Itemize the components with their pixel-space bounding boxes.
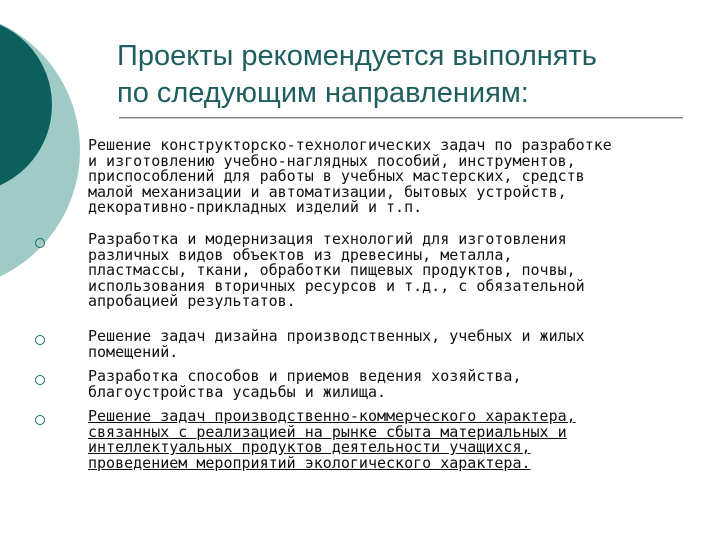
circle-bullet-icon: [35, 375, 45, 385]
list-item-line: благоустройства усадьбы и жилища.: [88, 382, 387, 401]
list-item-line: использования вторичных ресурсов и т.д., с обязательной: [88, 276, 585, 295]
list-item-line: Решение задач производственно-коммерческого характера,: [88, 407, 576, 425]
list-item-line: малой механизации и автоматизации, бытовых устройств,: [88, 182, 567, 201]
title-line: Проекты рекомендуется выполнять: [117, 40, 597, 72]
circle-bullet-icon: [35, 335, 45, 345]
list-item-line: Решение конструкторско-технологических задач по разработке: [88, 136, 612, 154]
list-item-line: проведением мероприятий экологического характера.: [88, 453, 531, 472]
list-item: [88, 138, 718, 216]
list-item-line: декоративно-прикладных изделий и т.п.: [88, 198, 423, 216]
list-item: [88, 232, 718, 310]
list-item-line: и изготовлению учебно-наглядных пособий, инструментов,: [88, 151, 576, 170]
list-item-line: Решение задач дизайна производственных, учебных и жилых: [88, 327, 585, 345]
list-item: [88, 369, 718, 400]
list-item-line: связанных с реализацией на рынке сбыта материальных и: [88, 422, 567, 441]
circle-bullet-icon: [35, 238, 45, 248]
list-item-line: помещений.: [88, 342, 179, 361]
list-item-line: пластмассы, ткани, обработки пищевых продуктов, почвы,: [88, 261, 576, 279]
title-line: по следующим направлениям:: [117, 77, 529, 109]
list-item-line: Разработка и модернизация технологий для изготовления: [88, 230, 567, 248]
list-item-line: различных видов объектов из древесины, металла,: [88, 245, 513, 264]
list-item-line: приспособлений для работы в учебных мастерских, средств: [88, 167, 585, 185]
list-item-line: Разработка способов и приемов ведения хозяйства,: [88, 367, 522, 385]
circle-bullet-icon: [35, 415, 45, 425]
list-item-line: интеллектуальных продуктов деятельности учащихся,: [88, 438, 531, 456]
list-item: [88, 329, 718, 360]
list-item: [88, 409, 718, 471]
list-item-line: апробацией результатов.: [88, 292, 296, 310]
